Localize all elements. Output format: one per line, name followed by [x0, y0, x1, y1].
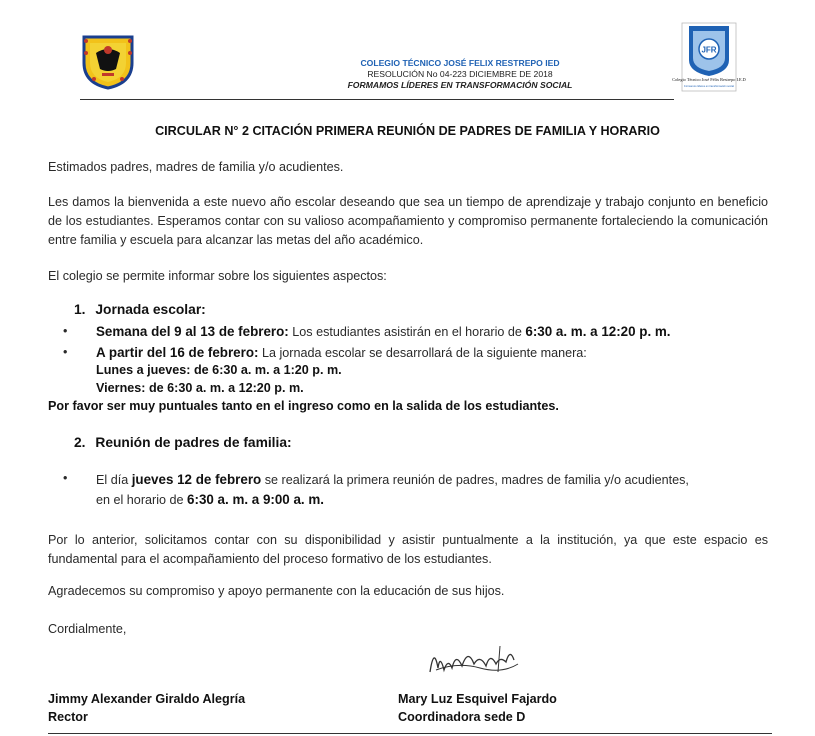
- aspects-intro: El colegio se permite informar sobre los siguientes aspectos:: [48, 269, 387, 283]
- motto: FORMAMOS LÍDERES EN TRANSFORMACIÓN SOCIAL: [347, 80, 573, 90]
- bullet-text: Semana del 9 al 13 de febrero: Los estudiantes asistirán en el horario de 6:30 a. m. a 12:20 p. m.: [96, 324, 671, 339]
- intro-paragraph: Les damos la bienvenida a este nuevo año escolar deseando que sea un tiempo de aprendizaje y trabajo conjunto en beneficio de los estudiantes. Esperamos contar con su valioso acompañamiento y compromiso permanente fortaleciendo la comunicación entre familia y escuela para alcanzar las metas del año académico.: [48, 195, 768, 247]
- rector-role: Rector: [48, 710, 88, 724]
- schedule-mon-thu: Lunes a jueves: de 6:30 a. m. a 1:20 p. m.: [96, 363, 342, 377]
- section-1-title: Jornada escolar:: [95, 302, 206, 317]
- rector-name: Jimmy Alexander Giraldo Alegría: [48, 692, 246, 706]
- closing-paragraph: Por lo anterior, solicitamos contar con su disponibilidad y asistir puntualmente a la institución, ya que este espacio es fundamental para el acompañamiento del proceso formativo de los estudiantes.: [48, 533, 768, 566]
- meeting-date: jueves 12 de febrero: [131, 472, 262, 487]
- section-1-heading: [74, 302, 206, 317]
- signature-icon: [428, 642, 520, 680]
- meeting-time: 6:30 a. m. a 9:00 a. m.: [187, 492, 324, 507]
- greeting: Estimados padres, madres de familia y/o acudientes.: [48, 160, 344, 174]
- bullet-lead: A partir del 16 de febrero:: [96, 345, 259, 360]
- logo-small-caption: Formamos líderes en transformación social: [684, 85, 734, 88]
- section-2-heading: [74, 435, 292, 450]
- coordinator-name: Mary Luz Esquivel Fajardo: [398, 692, 557, 706]
- bogota-shield-icon: [80, 33, 136, 89]
- bullet-time: 6:30 a. m. a 12:20 p. m.: [525, 324, 671, 339]
- bullet-icon: •: [63, 471, 68, 485]
- logo-caption: Colegio Técnico José Félix Restrepo I.E.D: [672, 77, 746, 82]
- logo-monogram: JFR: [701, 45, 717, 55]
- salutation: Cordialmente,: [48, 622, 127, 636]
- thanks: Agradecemos su compromiso y apoyo permanente con la educación de sus hijos.: [48, 584, 505, 598]
- section-1-number: 1.: [74, 302, 86, 317]
- bullet-icon: •: [63, 324, 68, 338]
- circular-title: CIRCULAR N° 2 CITACIÓN PRIMERA REUNIÓN DE PADRES DE FAMILIA Y HORARIO: [155, 124, 660, 138]
- coordinator-role: Coordinadora sede D: [398, 710, 526, 724]
- section-2-number: 2.: [74, 435, 86, 450]
- bullet-lead: Semana del 9 al 13 de febrero:: [96, 324, 289, 339]
- schedule-friday: Viernes: de 6:30 a. m. a 12:20 p. m.: [96, 381, 304, 395]
- section-2-title: Reunión de padres de familia:: [95, 435, 292, 450]
- letterhead: [250, 58, 670, 91]
- bullet-text: El día jueves 12 de febrero se realizará la primera reunión de padres, madres de familia y/o acudientes, en el horario de 6:30 a. m. a 9:00 a. m.: [96, 472, 689, 507]
- footer-divider: [48, 733, 772, 734]
- school-name: COLEGIO TÉCNICO JOSÉ FELIX RESTREPO IED: [360, 58, 560, 68]
- bullet-icon: •: [63, 345, 68, 359]
- bullet-text: A partir del 16 de febrero: La jornada escolar se desarrollará de la siguiente manera:: [96, 345, 587, 360]
- header-divider: [80, 99, 674, 100]
- school-logo-icon: [672, 22, 746, 92]
- punctuality-note: Por favor ser muy puntuales tanto en el ingreso como en la salida de los estudiantes.: [48, 399, 559, 413]
- resolution: RESOLUCIÓN No 04-223 DICIEMBRE DE 2018: [367, 69, 553, 79]
